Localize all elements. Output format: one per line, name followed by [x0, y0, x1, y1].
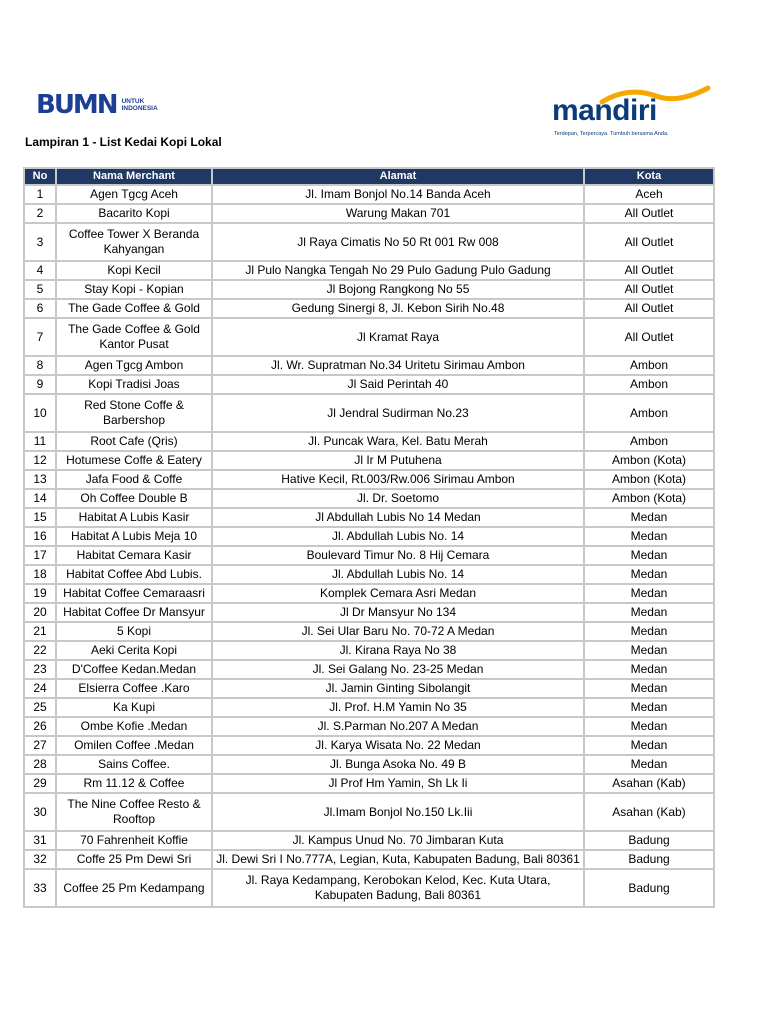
cell-no: 6: [24, 299, 56, 318]
table-row: [24, 717, 714, 736]
mandiri-logo-word: mandiri: [552, 94, 657, 127]
cell-city: Medan: [584, 679, 714, 698]
cell-city: Medan: [584, 546, 714, 565]
table-row: [24, 299, 714, 318]
table-row: [24, 527, 714, 546]
table-row: [24, 622, 714, 641]
merchant-table: [23, 167, 715, 908]
cell-city: Badung: [584, 869, 714, 907]
cell-city: Ambon: [584, 394, 714, 432]
cell-merchant-name: Sains Coffee.: [56, 755, 212, 774]
cell-merchant-name: Habitat Coffee Cemaraasri: [56, 584, 212, 603]
cell-merchant-name: Habitat A Lubis Meja 10: [56, 527, 212, 546]
cell-city: Medan: [584, 508, 714, 527]
table-row: [24, 223, 714, 261]
table-row: [24, 356, 714, 375]
table-row: [24, 318, 714, 356]
cell-address: Jl. Puncak Wara, Kel. Batu Merah: [212, 432, 584, 451]
cell-city: Medan: [584, 717, 714, 736]
cell-no: 29: [24, 774, 56, 793]
table-row: [24, 660, 714, 679]
cell-address: Jl Abdullah Lubis No 14 Medan: [212, 508, 584, 527]
cell-merchant-name: Aeki Cerita Kopi: [56, 641, 212, 660]
cell-address: Jl Bojong Rangkong No 55: [212, 280, 584, 299]
table-row: [24, 261, 714, 280]
cell-address: Jl. Dr. Soetomo: [212, 489, 584, 508]
table-row: [24, 698, 714, 717]
cell-city: All Outlet: [584, 318, 714, 356]
table-row: [24, 508, 714, 527]
table-row: [24, 489, 714, 508]
cell-address: Jl Raya Cimatis No 50 Rt 001 Rw 008: [212, 223, 584, 261]
cell-address: Jl Ir M Putuhena: [212, 451, 584, 470]
cell-no: 19: [24, 584, 56, 603]
cell-no: 7: [24, 318, 56, 356]
cell-merchant-name: Red Stone Coffe & Barbershop: [56, 394, 212, 432]
cell-no: 20: [24, 603, 56, 622]
table-row: [24, 774, 714, 793]
cell-merchant-name: Habitat A Lubis Kasir: [56, 508, 212, 527]
cell-no: 23: [24, 660, 56, 679]
cell-address: Gedung Sinergi 8, Jl. Kebon Sirih No.48: [212, 299, 584, 318]
cell-city: All Outlet: [584, 204, 714, 223]
cell-city: Medan: [584, 755, 714, 774]
cell-city: Ambon: [584, 432, 714, 451]
cell-no: 21: [24, 622, 56, 641]
header-merchant-name: Nama Merchant: [56, 168, 212, 185]
cell-merchant-name: The Nine Coffee Resto & Rooftop: [56, 793, 212, 831]
cell-merchant-name: Elsierra Coffee .Karo: [56, 679, 212, 698]
cell-no: 18: [24, 565, 56, 584]
cell-city: Medan: [584, 736, 714, 755]
cell-city: Medan: [584, 660, 714, 679]
cell-address: Jl Prof Hm Yamin, Sh Lk Ii: [212, 774, 584, 793]
cell-address: Jl. Dewi Sri I No.777A, Legian, Kuta, Kabupaten Badung, Bali 80361: [212, 850, 584, 869]
cell-city: Badung: [584, 850, 714, 869]
cell-no: 22: [24, 641, 56, 660]
cell-no: 33: [24, 869, 56, 907]
cell-merchant-name: Agen Tgcg Aceh: [56, 185, 212, 204]
mandiri-logo: [552, 84, 712, 144]
cell-city: Ambon (Kota): [584, 470, 714, 489]
document-title: Lampiran 1 - List Kedai Kopi Lokal: [25, 135, 222, 149]
cell-merchant-name: Coffee 25 Pm Kedampang: [56, 869, 212, 907]
cell-address: Jl. Imam Bonjol No.14 Banda Aceh: [212, 185, 584, 204]
cell-merchant-name: Kopi Kecil: [56, 261, 212, 280]
cell-merchant-name: 5 Kopi: [56, 622, 212, 641]
cell-no: 15: [24, 508, 56, 527]
cell-address: Jl Pulo Nangka Tengah No 29 Pulo Gadung Pulo Gadung: [212, 261, 584, 280]
cell-no: 27: [24, 736, 56, 755]
cell-merchant-name: Omilen Coffee .Medan: [56, 736, 212, 755]
cell-merchant-name: Rm 11.12 & Coffee: [56, 774, 212, 793]
table-row: [24, 869, 714, 907]
cell-city: Badung: [584, 831, 714, 850]
cell-no: 32: [24, 850, 56, 869]
table-row: [24, 850, 714, 869]
cell-address: Jl. Kirana Raya No 38: [212, 641, 584, 660]
cell-address: Jl. Sei Ular Baru No. 70-72 A Medan: [212, 622, 584, 641]
table-row: [24, 603, 714, 622]
cell-no: 10: [24, 394, 56, 432]
cell-no: 11: [24, 432, 56, 451]
cell-merchant-name: D'Coffee Kedan.Medan: [56, 660, 212, 679]
table-row: [24, 432, 714, 451]
cell-address: Jl. Prof. H.M Yamin No 35: [212, 698, 584, 717]
table-row: [24, 755, 714, 774]
cell-city: Medan: [584, 603, 714, 622]
cell-city: Ambon (Kota): [584, 489, 714, 508]
cell-address: Jl.Imam Bonjol No.150 Lk.Iii: [212, 793, 584, 831]
bumn-logo-word: BUMN: [36, 90, 117, 120]
cell-city: Medan: [584, 698, 714, 717]
cell-address: Jl Said Perintah 40: [212, 375, 584, 394]
cell-address: Jl Kramat Raya: [212, 318, 584, 356]
cell-address: Jl. Kampus Unud No. 70 Jimbaran Kuta: [212, 831, 584, 850]
cell-no: 3: [24, 223, 56, 261]
header-city: Kota: [584, 168, 714, 185]
cell-merchant-name: The Gade Coffee & Gold Kantor Pusat: [56, 318, 212, 356]
bumn-logo-subtitle: [122, 98, 158, 112]
table-row: [24, 280, 714, 299]
cell-address: Jl. Abdullah Lubis No. 14: [212, 527, 584, 546]
cell-no: 2: [24, 204, 56, 223]
cell-city: Medan: [584, 641, 714, 660]
table-row: [24, 641, 714, 660]
table-row: [24, 831, 714, 850]
cell-address: Jl. S.Parman No.207 A Medan: [212, 717, 584, 736]
cell-no: 26: [24, 717, 56, 736]
cell-address: Boulevard Timur No. 8 Hij Cemara: [212, 546, 584, 565]
cell-address: Komplek Cemara Asri Medan: [212, 584, 584, 603]
cell-city: Asahan (Kab): [584, 793, 714, 831]
table-row: [24, 584, 714, 603]
table-row: [24, 204, 714, 223]
cell-no: 13: [24, 470, 56, 489]
cell-no: 1: [24, 185, 56, 204]
table-row: [24, 470, 714, 489]
table-row: [24, 185, 714, 204]
cell-city: Asahan (Kab): [584, 774, 714, 793]
cell-merchant-name: Hotumese Coffe & Eatery: [56, 451, 212, 470]
cell-address: Jl. Abdullah Lubis No. 14: [212, 565, 584, 584]
cell-address: Jl Jendral Sudirman No.23: [212, 394, 584, 432]
cell-address: Jl. Wr. Supratman No.34 Uritetu Sirimau Ambon: [212, 356, 584, 375]
cell-merchant-name: Kopi Tradisi Joas: [56, 375, 212, 394]
cell-merchant-name: Coffe 25 Pm Dewi Sri: [56, 850, 212, 869]
bumn-logo-subtitle-line2: INDONESIA: [121, 105, 158, 112]
cell-merchant-name: 70 Fahrenheit Koffie: [56, 831, 212, 850]
cell-city: Medan: [584, 527, 714, 546]
table-body: [24, 185, 714, 907]
cell-merchant-name: Oh Coffee Double B: [56, 489, 212, 508]
cell-no: 31: [24, 831, 56, 850]
cell-no: 12: [24, 451, 56, 470]
mandiri-tagline: Terdepan, Terpercaya. Tumbuh bersama Anda.: [554, 131, 669, 137]
cell-merchant-name: Habitat Cemara Kasir: [56, 546, 212, 565]
cell-no: 24: [24, 679, 56, 698]
cell-no: 8: [24, 356, 56, 375]
table-row: [24, 451, 714, 470]
cell-merchant-name: Stay Kopi - Kopian: [56, 280, 212, 299]
cell-city: All Outlet: [584, 261, 714, 280]
cell-no: 9: [24, 375, 56, 394]
cell-city: All Outlet: [584, 280, 714, 299]
table-row: [24, 565, 714, 584]
cell-no: 28: [24, 755, 56, 774]
cell-merchant-name: Habitat Coffee Abd Lubis.: [56, 565, 212, 584]
header-no: No: [24, 168, 56, 185]
cell-merchant-name: Ka Kupi: [56, 698, 212, 717]
cell-address: Jl. Raya Kedampang, Kerobokan Kelod, Kec. Kuta Utara, Kabupaten Badung, Bali 80361: [212, 869, 584, 907]
cell-city: All Outlet: [584, 223, 714, 261]
cell-city: Ambon: [584, 356, 714, 375]
cell-no: 25: [24, 698, 56, 717]
table-row: [24, 394, 714, 432]
cell-no: 14: [24, 489, 56, 508]
cell-city: Medan: [584, 622, 714, 641]
cell-merchant-name: Jafa Food & Coffe: [56, 470, 212, 489]
cell-no: 5: [24, 280, 56, 299]
table-row: [24, 546, 714, 565]
cell-merchant-name: Bacarito Kopi: [56, 204, 212, 223]
cell-merchant-name: Root Cafe (Qris): [56, 432, 212, 451]
cell-address: Jl. Bunga Asoka No. 49 B: [212, 755, 584, 774]
cell-merchant-name: Ombe Kofie .Medan: [56, 717, 212, 736]
cell-merchant-name: Coffee Tower X Beranda Kahyangan: [56, 223, 212, 261]
table-row: [24, 736, 714, 755]
cell-city: Medan: [584, 584, 714, 603]
cell-city: Ambon: [584, 375, 714, 394]
cell-address: Jl Dr Mansyur No 134: [212, 603, 584, 622]
cell-address: Jl. Sei Galang No. 23-25 Medan: [212, 660, 584, 679]
table-header-row: [24, 168, 714, 185]
bumn-logo: [36, 90, 158, 120]
cell-city: Aceh: [584, 185, 714, 204]
bumn-logo-subtitle-line1: UNTUK: [121, 98, 145, 105]
header-address: Alamat: [212, 168, 584, 185]
cell-merchant-name: Agen Tgcg Ambon: [56, 356, 212, 375]
cell-address: Warung Makan 701: [212, 204, 584, 223]
table-row: [24, 793, 714, 831]
cell-city: All Outlet: [584, 299, 714, 318]
cell-merchant-name: The Gade Coffee & Gold: [56, 299, 212, 318]
cell-no: 16: [24, 527, 56, 546]
cell-address: Jl. Jamin Ginting Sibolangit: [212, 679, 584, 698]
table-row: [24, 375, 714, 394]
table-row: [24, 679, 714, 698]
cell-no: 17: [24, 546, 56, 565]
cell-no: 4: [24, 261, 56, 280]
cell-city: Ambon (Kota): [584, 451, 714, 470]
cell-address: Hative Kecil, Rt.003/Rw.006 Sirimau Ambon: [212, 470, 584, 489]
cell-address: Jl. Karya Wisata No. 22 Medan: [212, 736, 584, 755]
cell-city: Medan: [584, 565, 714, 584]
cell-merchant-name: Habitat Coffee Dr Mansyur: [56, 603, 212, 622]
cell-no: 30: [24, 793, 56, 831]
